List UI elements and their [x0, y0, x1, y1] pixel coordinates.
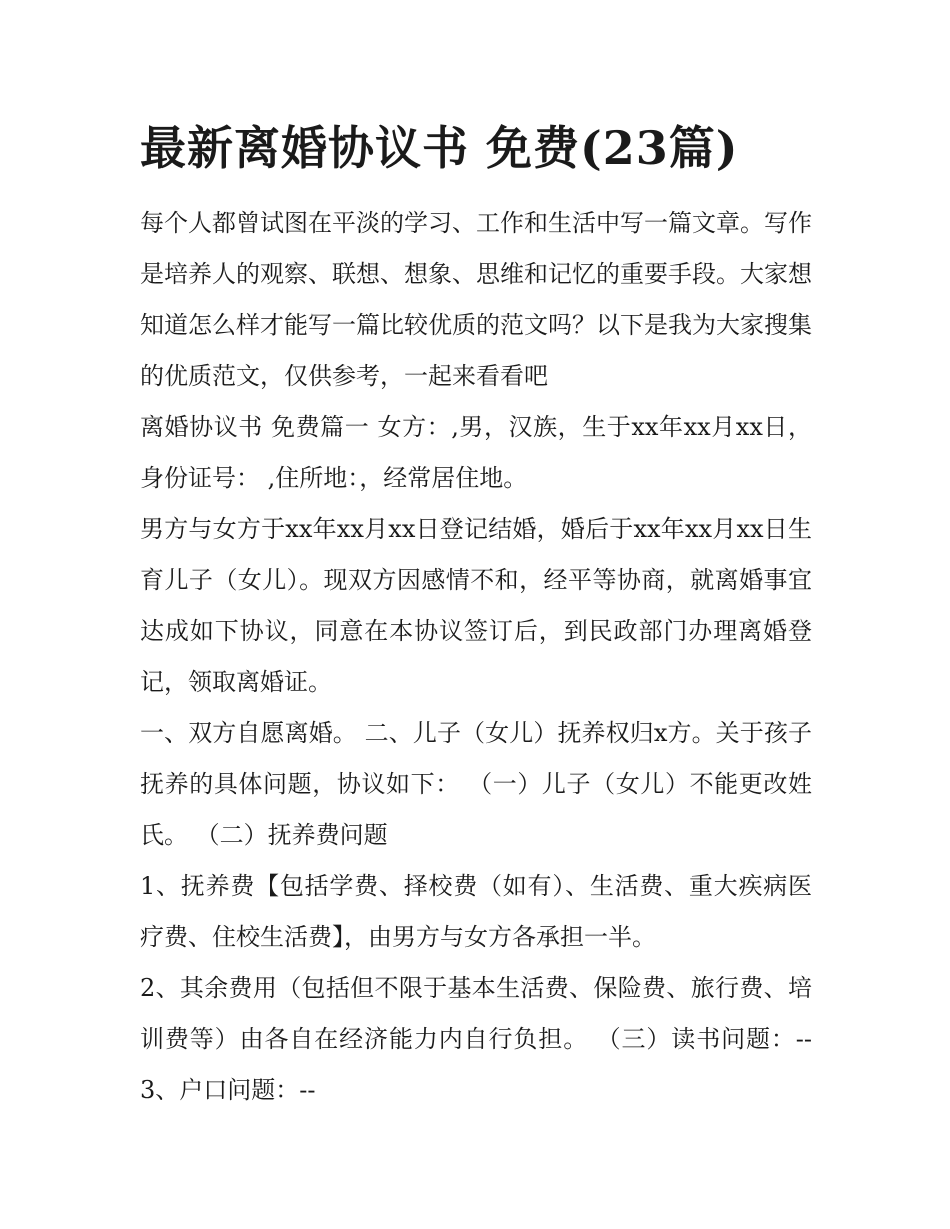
paragraph-support-fee: 1、抚养费【包括学费、择校费（如有）、生活费、重大疾病医疗费、住校生活费】，由男方与女方各承担一半。: [140, 872, 812, 951]
paragraph-custody: 一、双方自愿离婚。 二、儿子（女儿）抚养权归x方。关于孩子抚养的具体问题，协议如下： （一）儿子（女儿）不能更改姓氏。 （二）抚养费问题: [140, 719, 812, 849]
paragraph-marriage: 男方与女方于xx年xx月xx日登记结婚，婚后于xx年xx月xx日生育儿子（女儿）。现双方因感情不和，经平等协商，就离婚事宜达成如下协议，同意在本协议签订后，到民政部门办理离婚登记，领取离婚证。: [140, 515, 812, 696]
paragraph-other-costs: 2、其余费用（包括但不限于基本生活费、保险费、旅行费、培训费等）由各自在经济能力内自行负担。 （三）读书问题：--3、户口问题：--: [140, 974, 812, 1104]
document-body: [140, 198, 812, 1116]
paragraph-parties: 离婚协议书 免费篇一 女方：,男，汉族，生于xx年xx月xx日，身份证号： ,住所地：，经常居住地。: [140, 413, 812, 492]
paragraph-intro: 每个人都曾试图在平淡的学习、工作和生活中写一篇文章。写作是培养人的观察、联想、想象、思维和记忆的重要手段。大家想知道怎么样才能写一篇比较优质的范文吗？以下是我为大家搜集的优质范文，仅供参考，一起来看看吧: [140, 209, 812, 390]
document-title: 最新离婚协议书 免费(23篇): [140, 121, 739, 175]
